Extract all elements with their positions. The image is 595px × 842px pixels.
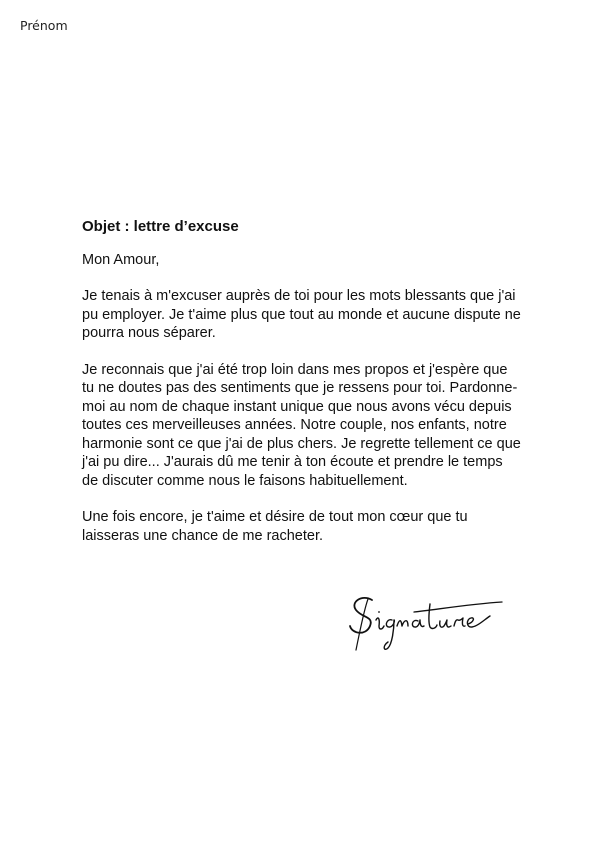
letter-paragraph-1: Je tenais à m'excuser auprès de toi pour les mots blessants que j'ai pu employer. Je t'aime plus que tout au monde et aucune dispute ne pourra nous séparer. bbox=[82, 288, 521, 341]
letter-body bbox=[82, 218, 522, 563]
letter-paragraph-3: Une fois encore, je t'aime et désire de tout mon cœur que tu laisseras une chance de me racheter. bbox=[82, 509, 468, 544]
letter-paragraph-2: Je reconnais que j'ai été trop loin dans mes propos et j'espère que tu ne doutes pas des sentiments que je ressens pour toi. Pardonne-moi au nom de chaque instant unique que nous avons vécu depuis toutes ces merveilleuses années. Notre couple, nos enfants, notre harmonie sont ce que j'ai de plus chers. Je regrette tellement ce que j'ai pu dire... J'aurais dû me tenir à ton écoute et prendre le temps de discuter comme nous le faisons habituellement. bbox=[82, 361, 521, 489]
letter-subject: Objet : lettre d’excuse bbox=[82, 218, 239, 235]
letter-salutation: Mon Amour, bbox=[82, 251, 160, 268]
sender-name: Prénom bbox=[20, 18, 68, 33]
handwritten-signature bbox=[344, 590, 509, 660]
